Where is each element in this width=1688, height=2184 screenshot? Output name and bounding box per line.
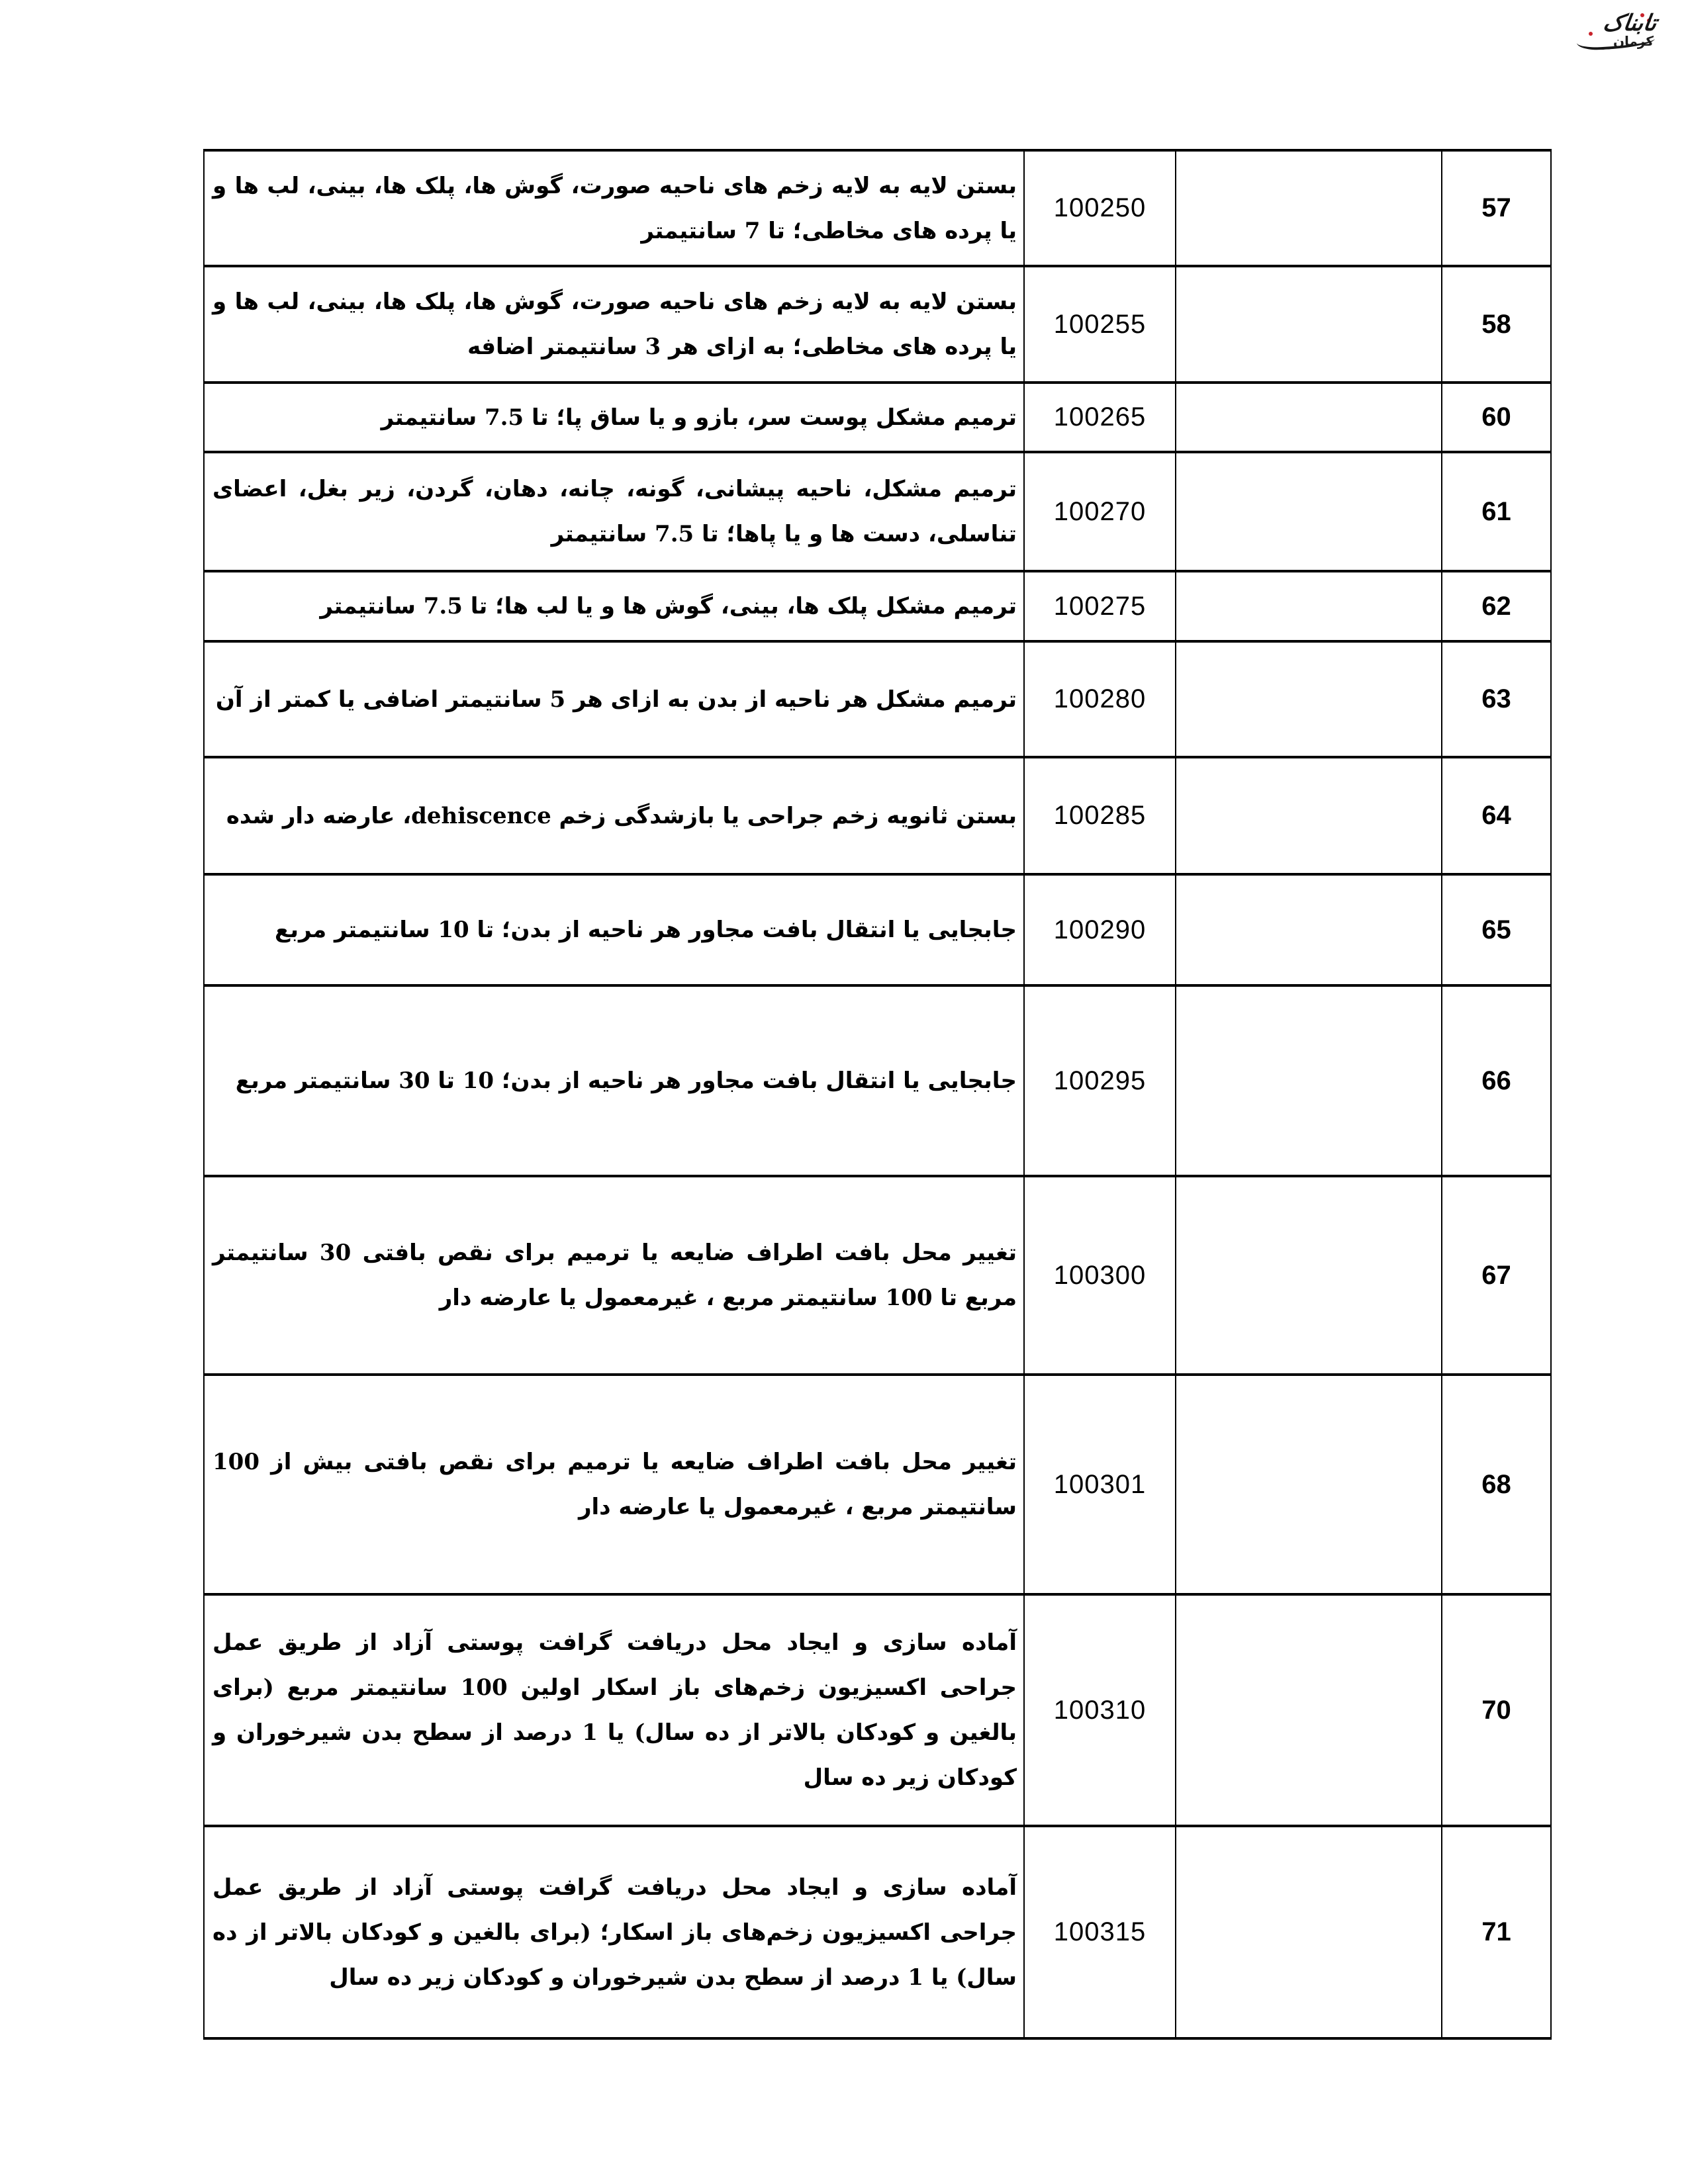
procedure-code: 100285: [1024, 757, 1176, 874]
empty-tariff-cell: [1176, 383, 1442, 452]
table-row: [204, 1176, 1551, 1375]
empty-tariff-cell: [1176, 641, 1442, 757]
table-row: [204, 383, 1551, 452]
table-row: [204, 571, 1551, 641]
row-number: 68: [1442, 1375, 1551, 1594]
procedure-code: 100255: [1024, 266, 1176, 383]
empty-tariff-cell: [1176, 874, 1442, 985]
row-number: 66: [1442, 985, 1551, 1176]
row-number: 58: [1442, 266, 1551, 383]
empty-tariff-cell: [1176, 1375, 1442, 1594]
procedure-code: 100265: [1024, 383, 1176, 452]
table-row: [204, 985, 1551, 1176]
row-number: 64: [1442, 757, 1551, 874]
procedure-code: 100280: [1024, 641, 1176, 757]
row-number: 60: [1442, 383, 1551, 452]
empty-tariff-cell: [1176, 150, 1442, 266]
procedure-description: تغییر محل بافت اطراف ضایعه یا ترمیم برای نقص بافتی بیش از 100 سانتیمتر مربع ، غیرمعمول یا عارضه دار: [204, 1375, 1024, 1594]
empty-tariff-cell: [1176, 757, 1442, 874]
procedure-description: ترمیم مشکل هر ناحیه از بدن به ازای هر 5 سانتیمتر اضافی یا کمتر از آن: [204, 641, 1024, 757]
row-number: 62: [1442, 571, 1551, 641]
empty-tariff-cell: [1176, 1826, 1442, 2038]
row-number: 57: [1442, 150, 1551, 266]
procedures-table: [203, 149, 1552, 2040]
logo-region: کرمان: [1613, 33, 1654, 49]
procedure-code: 100310: [1024, 1594, 1176, 1826]
procedure-description: جابجایی یا انتقال بافت مجاور هر ناحیه از بدن؛ 10 تا 30 سانتیمتر مربع: [204, 985, 1024, 1176]
table-row: [204, 1375, 1551, 1594]
row-number: 65: [1442, 874, 1551, 985]
table-row: [204, 1826, 1551, 2038]
table-row: [204, 757, 1551, 874]
procedure-code: 100290: [1024, 874, 1176, 985]
procedure-code: 100250: [1024, 150, 1176, 266]
procedure-code: 100300: [1024, 1176, 1176, 1375]
table-row: [204, 452, 1551, 571]
empty-tariff-cell: [1176, 1176, 1442, 1375]
row-number: 71: [1442, 1826, 1551, 2038]
procedure-code: 100275: [1024, 571, 1176, 641]
procedure-description: بستن لایه به لایه زخم های ناحیه صورت، گوش ها، پلک ها، بینی، لب ها و یا پرده های مخاطی؛ به ازای هر 3 سانتیمتر اضافه: [204, 266, 1024, 383]
table-row: [204, 266, 1551, 383]
procedure-code: 100270: [1024, 452, 1176, 571]
procedure-description: ترمیم مشکل پلک ها، بینی، گوش ها و یا لب ها؛ تا 7.5 سانتیمتر: [204, 571, 1024, 641]
row-number: 63: [1442, 641, 1551, 757]
empty-tariff-cell: [1176, 266, 1442, 383]
logo-red-dots-icon: [1589, 32, 1593, 36]
empty-tariff-cell: [1176, 571, 1442, 641]
procedure-description: آماده سازی و ایجاد محل دریافت گرافت پوستی آزاد از طریق عمل جراحی اکسیزیون زخم‌های باز اسکار اولین 100 سانتیمتر مربع (برای بالغین و کودکان بالاتر از ده سال) یا 1 درصد از سطح بدن شیرخوران و کودکان زیر ده سال: [204, 1594, 1024, 1826]
empty-tariff-cell: [1176, 1594, 1442, 1826]
procedure-description: جابجایی یا انتقال بافت مجاور هر ناحیه از بدن؛ تا 10 سانتیمتر مربع: [204, 874, 1024, 985]
table-row: [204, 874, 1551, 985]
empty-tariff-cell: [1176, 985, 1442, 1176]
procedure-description: تغییر محل بافت اطراف ضایعه یا ترمیم برای نقص بافتی 30 سانتیمتر مربع تا 100 سانتیمتر مربع ، غیرمعمول یا عارضه دار: [204, 1176, 1024, 1375]
procedure-description: ترمیم مشکل، ناحیه پیشانی، گونه، چانه، دهان، گردن، زیر بغل، اعضای تناسلی، دست ها و یا پاها؛ تا 7.5 سانتیمتر: [204, 452, 1024, 571]
procedure-code: 100301: [1024, 1375, 1176, 1594]
empty-tariff-cell: [1176, 452, 1442, 571]
procedure-code: 100315: [1024, 1826, 1176, 2038]
procedure-description: آماده سازی و ایجاد محل دریافت گرافت پوستی آزاد از طریق عمل جراحی اکسیزیون زخم‌های باز اسکار؛ (برای بالغین و کودکان بالاتر از ده سال) یا 1 درصد از سطح بدن شیرخوران و کودکان زیر ده سال: [204, 1826, 1024, 2038]
row-number: 70: [1442, 1594, 1551, 1826]
logo-title: تابناک: [1601, 10, 1658, 36]
row-number: 61: [1442, 452, 1551, 571]
table-row: [204, 150, 1551, 266]
table-row: [204, 641, 1551, 757]
table-row: [204, 1594, 1551, 1826]
site-logo: [1570, 12, 1656, 52]
procedure-description: بستن لایه به لایه زخم های ناحیه صورت، گوش ها، پلک ها، بینی، لب ها و یا پرده های مخاطی؛ تا 7 سانتیمتر: [204, 150, 1024, 266]
procedure-description: بستن ثانویه زخم جراحی یا بازشدگی زخم dehiscence، عارضه دار شده: [204, 757, 1024, 874]
procedure-description: ترمیم مشکل پوست سر، بازو و یا ساق پا؛ تا 7.5 سانتیمتر: [204, 383, 1024, 452]
procedure-code: 100295: [1024, 985, 1176, 1176]
row-number: 67: [1442, 1176, 1551, 1375]
